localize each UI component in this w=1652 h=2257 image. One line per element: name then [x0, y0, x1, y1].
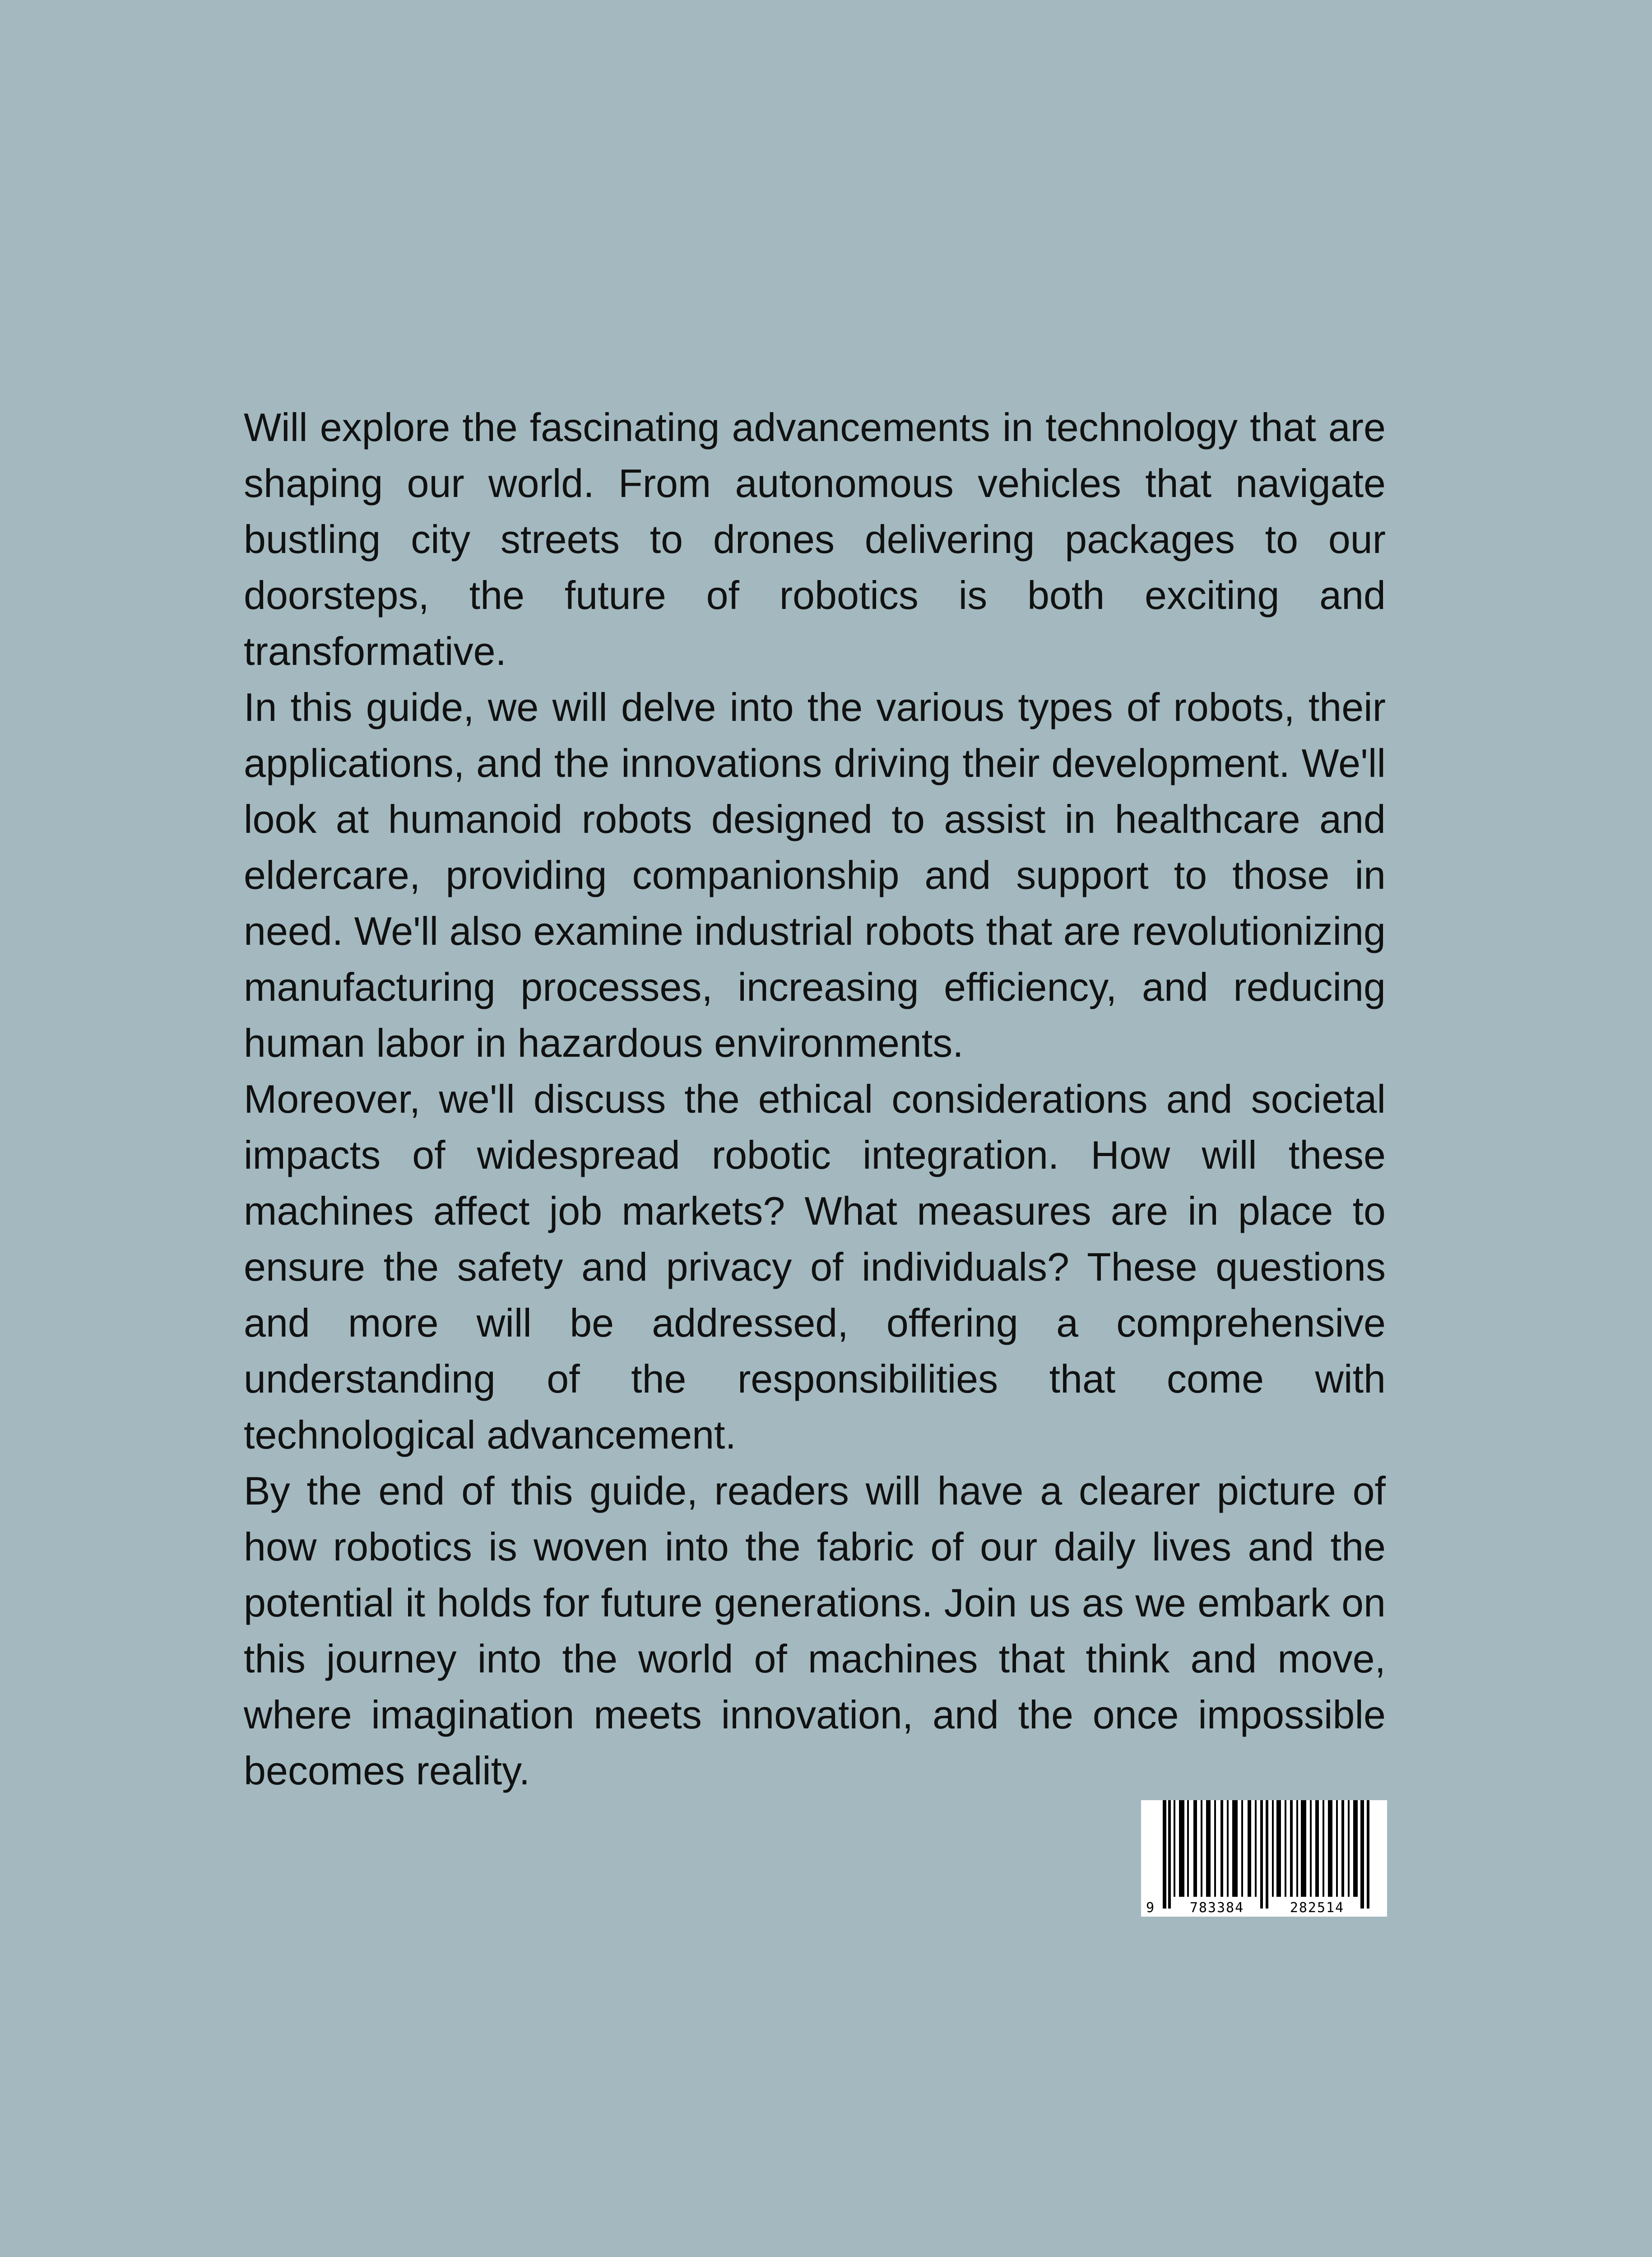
barcode-bar — [1360, 1800, 1364, 1909]
barcode-bar — [1301, 1800, 1306, 1897]
back-cover-blurb — [244, 399, 1386, 1799]
barcode-bar — [1341, 1800, 1344, 1897]
barcode-bar — [1255, 1800, 1257, 1897]
barcode-bar — [1163, 1800, 1166, 1909]
barcode-bar — [1315, 1800, 1319, 1897]
barcode-bar — [1248, 1800, 1251, 1897]
barcode-bar — [1328, 1800, 1332, 1897]
isbn-barcode — [1141, 1800, 1387, 1917]
barcode-bar — [1227, 1800, 1229, 1897]
barcode-graphic — [1141, 1800, 1387, 1917]
barcode-bar — [1206, 1800, 1211, 1897]
barcode-bar — [1266, 1800, 1268, 1909]
barcode-bar — [1232, 1800, 1238, 1897]
barcode-lead-digit: 9 — [1146, 1900, 1155, 1916]
barcode-bar — [1260, 1800, 1263, 1909]
barcode-bar — [1214, 1800, 1216, 1897]
barcode-bar — [1323, 1800, 1324, 1897]
blurb-paragraph-4: By the end of this guide, readers will have a clearer picture of how robotics is woven into the fabric of our daily lives and the potential it holds for future generations. Join us as we embark on this journey into the world of machines that think and move, where imagination meets innovation, and the once impossible becomes reality. — [244, 1468, 1386, 1793]
barcode-bar — [1336, 1800, 1338, 1897]
barcode-bar — [1179, 1800, 1184, 1897]
barcode-bar — [1174, 1800, 1175, 1897]
barcode-bars — [1163, 1800, 1369, 1909]
barcode-bar — [1276, 1800, 1281, 1897]
barcode-bar — [1353, 1800, 1358, 1897]
barcode-bar — [1310, 1800, 1312, 1897]
barcode-right-digits: 282514 — [1290, 1900, 1345, 1916]
barcode-bar — [1168, 1800, 1171, 1909]
blurb-paragraph-1: Will explore the fascinating advancements in technology that are shaping our world. From autonomous vehicles that navigate bustling city streets to drones delivering packages to our doorsteps, the future of robotics is both exciting and transformative. — [244, 405, 1386, 673]
barcode-bar — [1187, 1800, 1189, 1897]
barcode-bar — [1193, 1800, 1197, 1897]
barcode-bar — [1241, 1800, 1243, 1897]
barcode-bar — [1290, 1800, 1293, 1897]
barcode-bar — [1201, 1800, 1202, 1897]
barcode-bar — [1285, 1800, 1286, 1897]
barcode-bar — [1367, 1800, 1369, 1909]
blurb-paragraph-3: Moreover, we'll discuss the ethical considerations and societal impacts of widespread robotic integration. How will these machines affect job markets? What measures are in place to ensure the safety and privacy of individuals? These questions and more will be addressed, offering a comprehensive understanding of the responsibilities that come with technological advancement. — [244, 1077, 1386, 1457]
barcode-left-digits: 783384 — [1189, 1900, 1244, 1916]
barcode-bar — [1272, 1800, 1274, 1897]
barcode-bar — [1220, 1800, 1223, 1897]
blurb-paragraph-2: In this guide, we will delve into the various types of robots, their applications, and the innovations driving their development. We'll look at humanoid robots designed to assist in healthcare and eldercare, providing companionship and support to those in need. We'll also examine industrial robots that are revolutionizing manufacturing processes, increasing efficiency, and reducing human labor in hazardous environments. — [244, 685, 1386, 1065]
barcode-bar — [1296, 1800, 1298, 1897]
barcode-bar — [1348, 1800, 1350, 1897]
